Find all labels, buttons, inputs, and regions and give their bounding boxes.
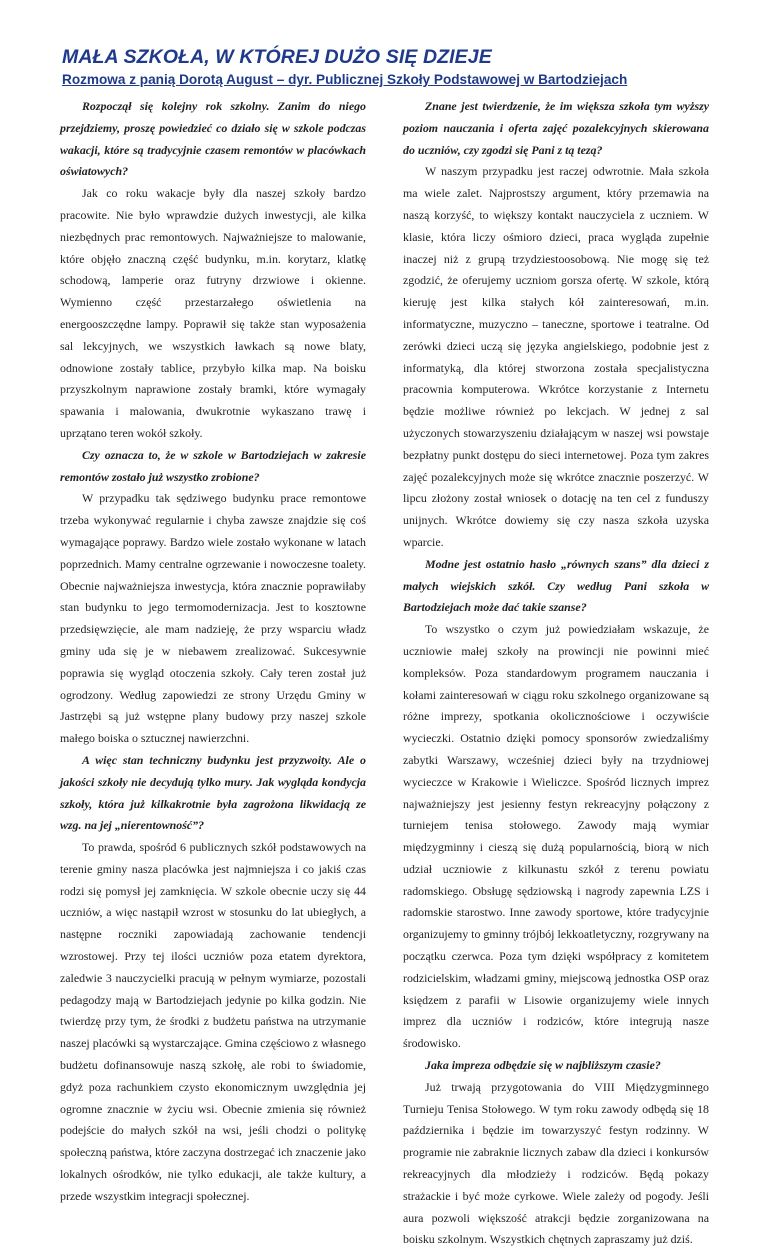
interview-answer: Już trwają przygotowania do VIII Międzygminnego Turnieju Tenisa Stołowego. W tym roku zawody odbędą się 18 października i będzie im towarzyszyć festyn rodzinny. W programie nie zabraknie licznych zabaw dla dzieci i konkursów rekreacyjnych dla młodzieży i rodziców. Będą pokazy strażackie i być może cyrkowe. Wiele zależy od pogody. Jeśli aura pozwoli większość atrakcji będzie zorganizowana na boisku szkolnym. Wszystkich chętnych zapraszamy już dziś. <box>403 1079 709 1247</box>
interview-answer: W przypadku tak sędziwego budynku prace remontowe trzeba wykonywać regularnie i chyba zawsze znajdzie się coś wymagające poprawy. Bardzo wiele zostało wykonane w latach poprzednich. Mamy centralne ogrzewanie i nowoczesne toalety. Obecnie najważniejsza inwestycja, która znacznie poprawiłaby stan budynku to jego termomodernizacja. Jest to kosztowne przedsięwzięcie, ale mam nadzieję, że przy wsparciu władz gminy uda się je w niebawem zrealizować. Sukcesywnie poprawia się wygląd otoczenia szkoły. Cały teren został już ogrodzony. Według zapowiedzi ze strony Urzędu Gminy w Jastrzębi są już wstępne plany budowy przy naszej szkole małego boiska o sztucznej nawierzchni. <box>60 491 366 746</box>
interview-answer: To prawda, spośród 6 publicznych szkół podstawowych na terenie gminy nasza placówka jest najmniejsza i co jakiś czas rodzi się pomysł jej zamknięcia. W szkole obecnie uczy się 44 uczniów, a więc nastąpił wzrost w stosunku do lat ubiegłych, a następne roczniki zapowiadają zachowanie tendencji wzrostowej. Przy tej ilości uczniów poza etatem dyrektora, zaledwie 3 nauczycielki pracują w pełnym wymiarze, pozostali pedagodzy mają w Bartodziejach jedynie po kilka godzin. Nie twierdzę przy tym, że środki z budżetu państwa na utrzymanie naszej placówki są wystarczające. Gmina częściowo z własnego budżetu dofinansowuje naszą szkołę, ale robi to świadomie, gdyż poza rachunkiem czysto ekonomicznym uwzględnia jej ogromne znacznie w życiu wsi. Obecnie zmienia się również podejście do małych szkół na wsi, jeśli chodzi o politykę społeczną państwa, które zaczyna dostrzegać ich znaczenie jako lokalnych ośrodków, nie tylko edukacji, ale także kultury, a przede wszystkim integracji społecznej. <box>60 840 366 1203</box>
interview-question: Rozpoczął się kolejny rok szkolny. Zanim do niego przejdziemy, proszę powiedzieć co działo się w szkole podczas wakacji, które są tradycyjnie czasem remontów w placówkach oświatowych? <box>60 99 366 179</box>
left-column <box>60 96 366 1208</box>
interview-question: Czy oznacza to, że w szkole w Bartodziejach w zakresie remontów zostało już wszystko zrobione? <box>60 447 366 484</box>
interview-question: A więc stan techniczny budynku jest przyzwoity. Ale o jakości szkoły nie decydują tylko mury. Jak wygląda kondycja szkoły, która już kilkakrotnie była zagrożona likwidacją ze wzg. na jej „nierentowność”? <box>60 752 366 833</box>
interview-question: Jaka impreza odbędzie się w najbliższym czasie? <box>425 1058 661 1073</box>
interview-question: Modne jest ostatnio hasło „równych szans” dla dzieci z małych wiejskich szkół. Czy według Pani szkoła w Bartodziejach może dać takie szanse? <box>403 556 709 615</box>
interview-answer: W naszym przypadku jest raczej odwrotnie. Mała szkoła ma wiele zalet. Najprostszy argument, który przemawia na naszą korzyść, to większy kontakt nauczyciela z uczniem. W klasie, która liczy ośmioro dzieci, praca wygląda zupełnie inaczej niż z grupą trzydziestoosobową. Nie mogę się też zgodzić, że oferujemy uczniom gorsza ofertę. W szkole, którą kieruję jest kilka stałych kół zainteresowań, m.in. informatyczne, muzyczno – taneczne, sportowe i teatralne. Od zerówki dzieci uczą się języka angielskiego, podobnie jest z informatyką, dla której stworzona została specjalistyczna pracownia komputerowa. Wkrótce korzystanie z Internetu będzie możliwe również po lekcjach. W jednej z sal użyczonych stowarzyszeniu działającym w naszej wsi powstaje bezpłatny punkt dostępu do sieci internetowej. Poza tym zakres zajęć pozalekcyjnych może się wkrótce znacznie poszerzyć. W lipcu złożony został wniosek o dotację na ten cel z funduszy unijnych. Wkrótce dowiemy się czy nasza szkoła uzyska wparcie. <box>403 164 709 549</box>
article-title: MAŁA SZKOŁA, W KTÓREJ DUŻO SIĘ DZIEJE <box>62 46 492 68</box>
interview-answer: Jak co roku wakacje były dla naszej szkoły bardzo pracowite. Nie było wprawdzie dużych inwestycji, ale kilka niezbędnych prac remontowych. Najważniejsze to malowanie, które objęło znaczną część budynku, m.in. korytarz, klatkę schodową, lamperie oraz futryny drzwiowe i okienne. Wymienno część przestarzałego oświetlenia na energooszczędne lampy. Poprawił się także stan wyposażenia sal lekcyjnych, we wszystkich ławkach są nowe blaty, odnowione zostały tablice, przybyło kilka map. Na boisku przyszkolnym naprawione zostały bramki, które wymagały spawania i malowania, dwukrotnie wykaszano trawę i uprzątano teren wokół szkoły. <box>60 186 366 440</box>
right-column <box>403 96 709 1251</box>
article-subtitle: Rozmowa z panią Dorotą August – dyr. Publicznej Szkoły Podstawowej w Bartodziejach <box>62 72 628 87</box>
interview-answer: To wszystko o czym już powiedziałam wskazuje, że uczniowie małej szkoły na prowincji nie powinni mieć kompleksów. Poza standardowym programem nauczania i kołami zainteresowań w ciągu roku szkolnego organizowane są różne imprezy, spotkania okolicznościowe i oczywiście wycieczki. Ostatnio dzięki pomocy sponsorów zwiedzaliśmy zabytki Warszawy, wcześniej dzieci były na trzydniowej wycieczce w Krakowie i Wieliczce. Spośród licznych imprez najważniejszy jest jesienny festyn rekreacyjny połączony z turniejem tenisa stołowego. Zawody mają wymiar międzygminny i cieszą się dużą popularnością, biorą w nich udział uczniowie z kilkunastu szkół z terenu powiatu radomskiego. Obsługę sędziowską i nagrody zapewnia LZS i radomskie starostwo. Inne zawody sportowe, które tradycyjnie organizujemy to gminny trójbój lekkoatletyczny, rozgrywany na początku czerwca. Poza tym dzięki współpracy z komitetem rodzicielskim, władzami gminy, miejscową jednostka OSP oraz księdzem z parafii w Lisowie organizujemy wiele innych imprez dla uczniów i rodziców, które integrują nasze środowisko. <box>403 622 709 1051</box>
interview-question: Znane jest twierdzenie, że im większa szkoła tym wyższy poziom nauczania i oferta zajęć pozalekcyjnych skierowana do uczniów, czy zgodzi się Pani z tą tezą? <box>403 99 709 157</box>
